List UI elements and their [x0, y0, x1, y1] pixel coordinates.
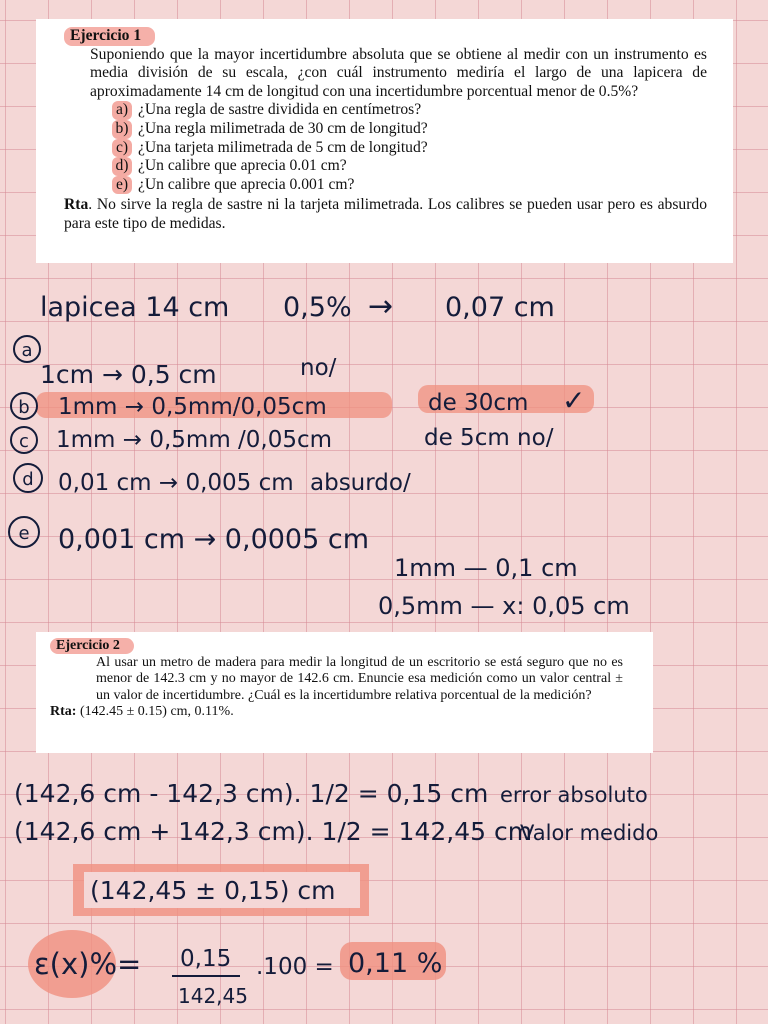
check-icon: ✓	[562, 384, 586, 417]
answer-text: (142.45 ± 0.15) cm, 0.11%.	[76, 703, 234, 719]
note-fraction-numerator: 0,15	[180, 946, 232, 972]
circle-c-label: c	[19, 431, 29, 452]
note-line-d: 0,01 cm → 0,005 cm	[58, 470, 294, 496]
answer-text: . No sirve la regla de sastre ni la tarjeta milimetrada. Los calibres se pueden usar pero es absurdo para este tipo de medidas.	[64, 196, 707, 232]
note-ex2-line1-remark: error absoluto	[500, 783, 648, 807]
note-fraction-denominator: 142,45	[178, 984, 248, 1008]
note-line-a: 1cm → 0,5 cm	[40, 360, 217, 389]
exercise-2-statement: Al usar un metro de madera para medir la longitud de un escritorio se está seguro que no es menor de 142.3 cm y no mayor de 142.6 cm. Enuncie esa medición como un valor central ± un valor de incertidumbre. ¿Cuál es la incertidumbre relativa porcentual de la medición?	[96, 655, 623, 703]
note-line1-a: lapicea 14 cm	[40, 292, 230, 323]
option-letter: b)	[112, 120, 132, 139]
exercise-2-title: Ejercicio 2	[50, 638, 134, 654]
note-conversion-2: 0,5mm — x: 0,05 cm	[378, 592, 630, 620]
note-epsilon: ε(x)%=	[34, 947, 142, 981]
option-letter: d)	[112, 157, 132, 176]
note-ex2-result-box: (142,45 ± 0,15) cm	[90, 876, 336, 905]
option-text: ¿Una regla milimetrada de 30 cm de longitud?	[138, 119, 428, 137]
note-ex2-line1: (142,6 cm - 142,3 cm). 1/2 = 0,15 cm	[14, 779, 489, 808]
note-times-100: .100 =	[256, 954, 334, 980]
option-text: ¿Un calibre que aprecia 0.01 cm?	[138, 157, 347, 175]
exercise-1-statement: Suponiendo que la mayor incertidumbre absoluta que se obtiene al medir con un instrumento es media división de su escala, ¿con cuál instrumento mediría el largo de una lapicera de aproximadamente 14 cm de longitud con una incertidumbre porcentual menor de 0.5%?	[90, 45, 707, 100]
note-line-a-remark: no/	[300, 355, 337, 381]
note-line-c-remark: de 5cm no/	[424, 425, 554, 451]
note-conversion-1: 1mm — 0,1 cm	[394, 554, 578, 582]
note-ex2-line2-remark: Valor medido	[520, 821, 659, 845]
note-line1-b: 0,5%	[283, 292, 352, 323]
option-letter: e)	[112, 176, 132, 195]
circle-b-label: b	[18, 397, 30, 418]
exercise-1-title: Ejercicio 1	[64, 27, 155, 46]
option-text: ¿Un calibre que aprecia 0.001 cm?	[138, 175, 355, 193]
note-line-b: 1mm → 0,5mm/0,05cm	[58, 394, 327, 420]
answer-label: Rta:	[50, 703, 77, 719]
circle-e-label: e	[18, 523, 30, 544]
note-ex2-line2: (142,6 cm + 142,3 cm). 1/2 = 142,45 cm	[14, 817, 533, 846]
circle-d-label: d	[22, 469, 34, 490]
note-line-d-remark: absurdo/	[310, 470, 411, 496]
note-final-result: 0,11 %	[348, 948, 443, 979]
note-line1-c: 0,07 cm	[445, 292, 555, 323]
option-letter: c)	[112, 139, 132, 158]
circle-a-label: a	[21, 340, 33, 361]
answer-label: Rta	[64, 196, 89, 214]
note-arrow: →	[368, 289, 394, 324]
note-line-b-remark: de 30cm	[428, 390, 529, 416]
option-text: ¿Una tarjeta milimetrada de 5 cm de longitud?	[138, 138, 428, 156]
note-line-c: 1mm → 0,5mm /0,05cm	[56, 427, 333, 453]
note-line-e: 0,001 cm → 0,0005 cm	[58, 524, 370, 555]
option-letter: a)	[112, 101, 132, 120]
option-text: ¿Una regla de sastre dividida en centímetros?	[138, 101, 422, 119]
